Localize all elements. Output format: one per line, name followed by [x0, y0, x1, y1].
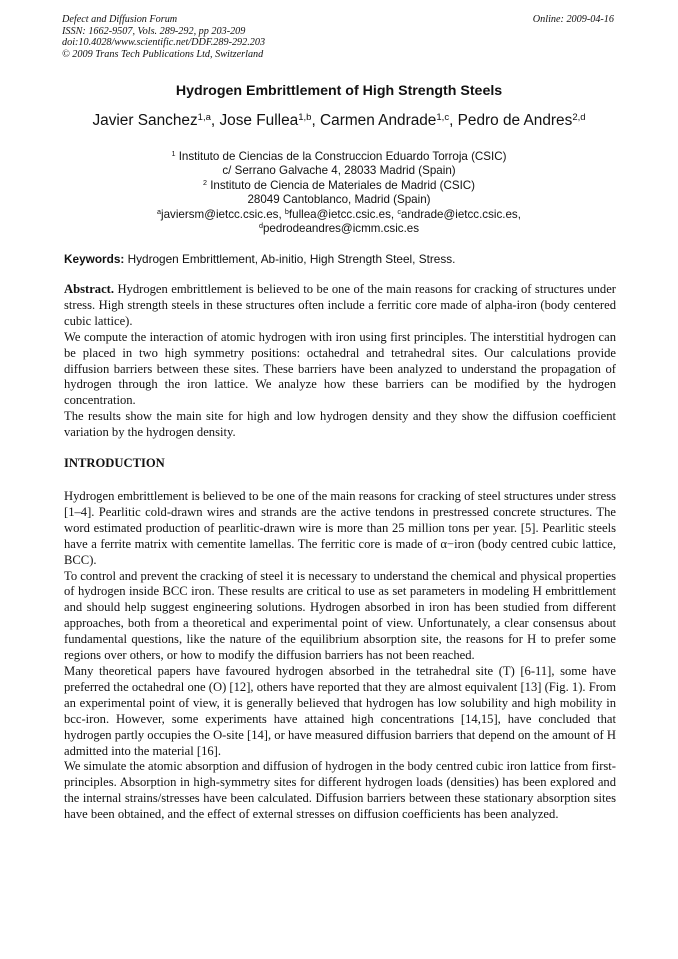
section-heading: INTRODUCTION: [64, 456, 165, 470]
online-date: Online: 2009-04-16: [532, 14, 614, 25]
email-line: $^a$javiersm@ietcc.csic.es, $^b$fullea@ietcc.csic.es, $^c$andrade@ietcc.csic.es,: [157, 206, 521, 221]
intro-paragraph: We simulate the atomic absorption and diffusion of hydrogen in the body centred cubic iron lattice from first-principles. Absorption in high-symmetry sites for different hydrogen loads (densities) has been explored and the internal strains/stresses have been calculated. Diffusion barriers between these stationary absorption sites have been obtained, and the effect of external stresses on diffusion coefficients has been analyzed.: [64, 759, 616, 822]
introduction: [64, 489, 616, 823]
affiliation-2: $^2$ Instituto de Ciencia de Materiales de Madrid (CSIC): [202, 177, 476, 192]
abstract-paragraph: Abstract. Hydrogen embrittlement is believed to be one of the main reasons for cracking of structures under stress. High strength steels in these structures often include a ferritic core made of alpha-iron (body centered cubic lattice).: [64, 282, 616, 328]
keywords: [64, 252, 616, 266]
intro-paragraph: To control and prevent the cracking of steel it is necessary to understand the chemical and physical properties of hydrogen inside BCC iron. These results are critical to use as set parameters in modeling H embrittlement and should help suggest engineering solutions. Hydrogen absorbed in iron has been studied from different approaches, both from a theoretical and experimental point of view. Unfortunately, a clear consensus about fundamental questions, like the nature of the equilibrium absorption site, the reasons for H to prefer some regions over others, or how to modify the diffusion barriers has not been reached.: [64, 568, 616, 663]
keywords-text: Hydrogen Embrittlement, Ab-initio, High Strength Steel, Stress.: [124, 252, 456, 266]
author-list: [0, 111, 678, 131]
issn-line: ISSN: 1662-9507, Vols. 289-292, pp 203-209: [62, 25, 246, 37]
abstract-paragraph: The results show the main site for high and low hydrogen density and they show the diffusion coefficient variation by the hydrogen density.: [64, 409, 616, 440]
affiliations: [0, 150, 678, 236]
journal-header: [62, 14, 265, 60]
journal-name: Defect and Diffusion Forum: [62, 14, 178, 25]
intro-paragraph: Hydrogen embrittlement is believed to be one of the main reasons for cracking of steel structures under stress [1–4]. Pearlitic cold-drawn wires and strands are the active tendons in prestressed concrete structures. The word estimated production of pearlitic-drawn wire is more than 25 million tons per year. [5]. Pearlitic steels have a ferrite matrix with cementite lamellas. The ferritic core is made of α−iron (body centred cubic lattice, BCC).: [64, 489, 616, 567]
abstract: [64, 282, 616, 441]
affiliation-1: $^1$ Instituto de Ciencias de la Construccion Eduardo Torroja (CSIC): [171, 149, 507, 163]
copyright-line: © 2009 Trans Tech Publications Ltd, Switzerland: [62, 48, 264, 60]
author: Jose Fullea$^{1,b}$,: [219, 111, 321, 129]
keywords-label: Keywords:: [64, 252, 125, 266]
doi-line: doi:10.4028/www.scientific.net/DDF.289-292.203: [62, 37, 266, 49]
paper-title: Hydrogen Embrittlement of High Strength Steels: [175, 83, 503, 99]
author: Javier Sanchez$^{1,a}$,: [92, 111, 220, 129]
affiliation-1-address: c/ Serrano Galvache 4, 28033 Madrid (Spain): [222, 164, 456, 178]
abstract-label: Abstract.: [64, 282, 115, 296]
intro-paragraph: Many theoretical papers have favoured hydrogen absorbed in the tetrahedral site (T) [6-11], some have preferred the octahedral one (O) [12], others have reported that they are almost equivalent [13] (Fig. 1). From an experimental point of view, it is generally believed that hydrogen has low solubility and high mobility in bcc-iron. However, some experiments have attained high concentrations [14,15], have concluded that hydrogen partly occupies the O-site [14], or have measured diffusion barriers that depend on the amount of H admitted into the material [16].: [64, 663, 616, 758]
author: Pedro de Andres$^{2,d}$: [457, 111, 586, 129]
email-line: $^d$pedrodeandres@icmm.csic.es: [258, 221, 420, 236]
abstract-paragraph: We compute the interaction of atomic hydrogen with iron using first principles. The interstitial hydrogen can be placed in two high symmetry positions: octahedral and tetrahedral sites. Our calculations provide diffusion barriers between these sites. These barriers have been analyzed to understand the propagation of hydrogen through the iron lattice. We analyze how these barriers can be modified by the hydrogen concentration.: [64, 329, 616, 408]
author: Carmen Andrade$^{1,c}$,: [320, 111, 458, 129]
affiliation-2-address: 28049 Cantoblanco, Madrid (Spain): [247, 193, 431, 207]
